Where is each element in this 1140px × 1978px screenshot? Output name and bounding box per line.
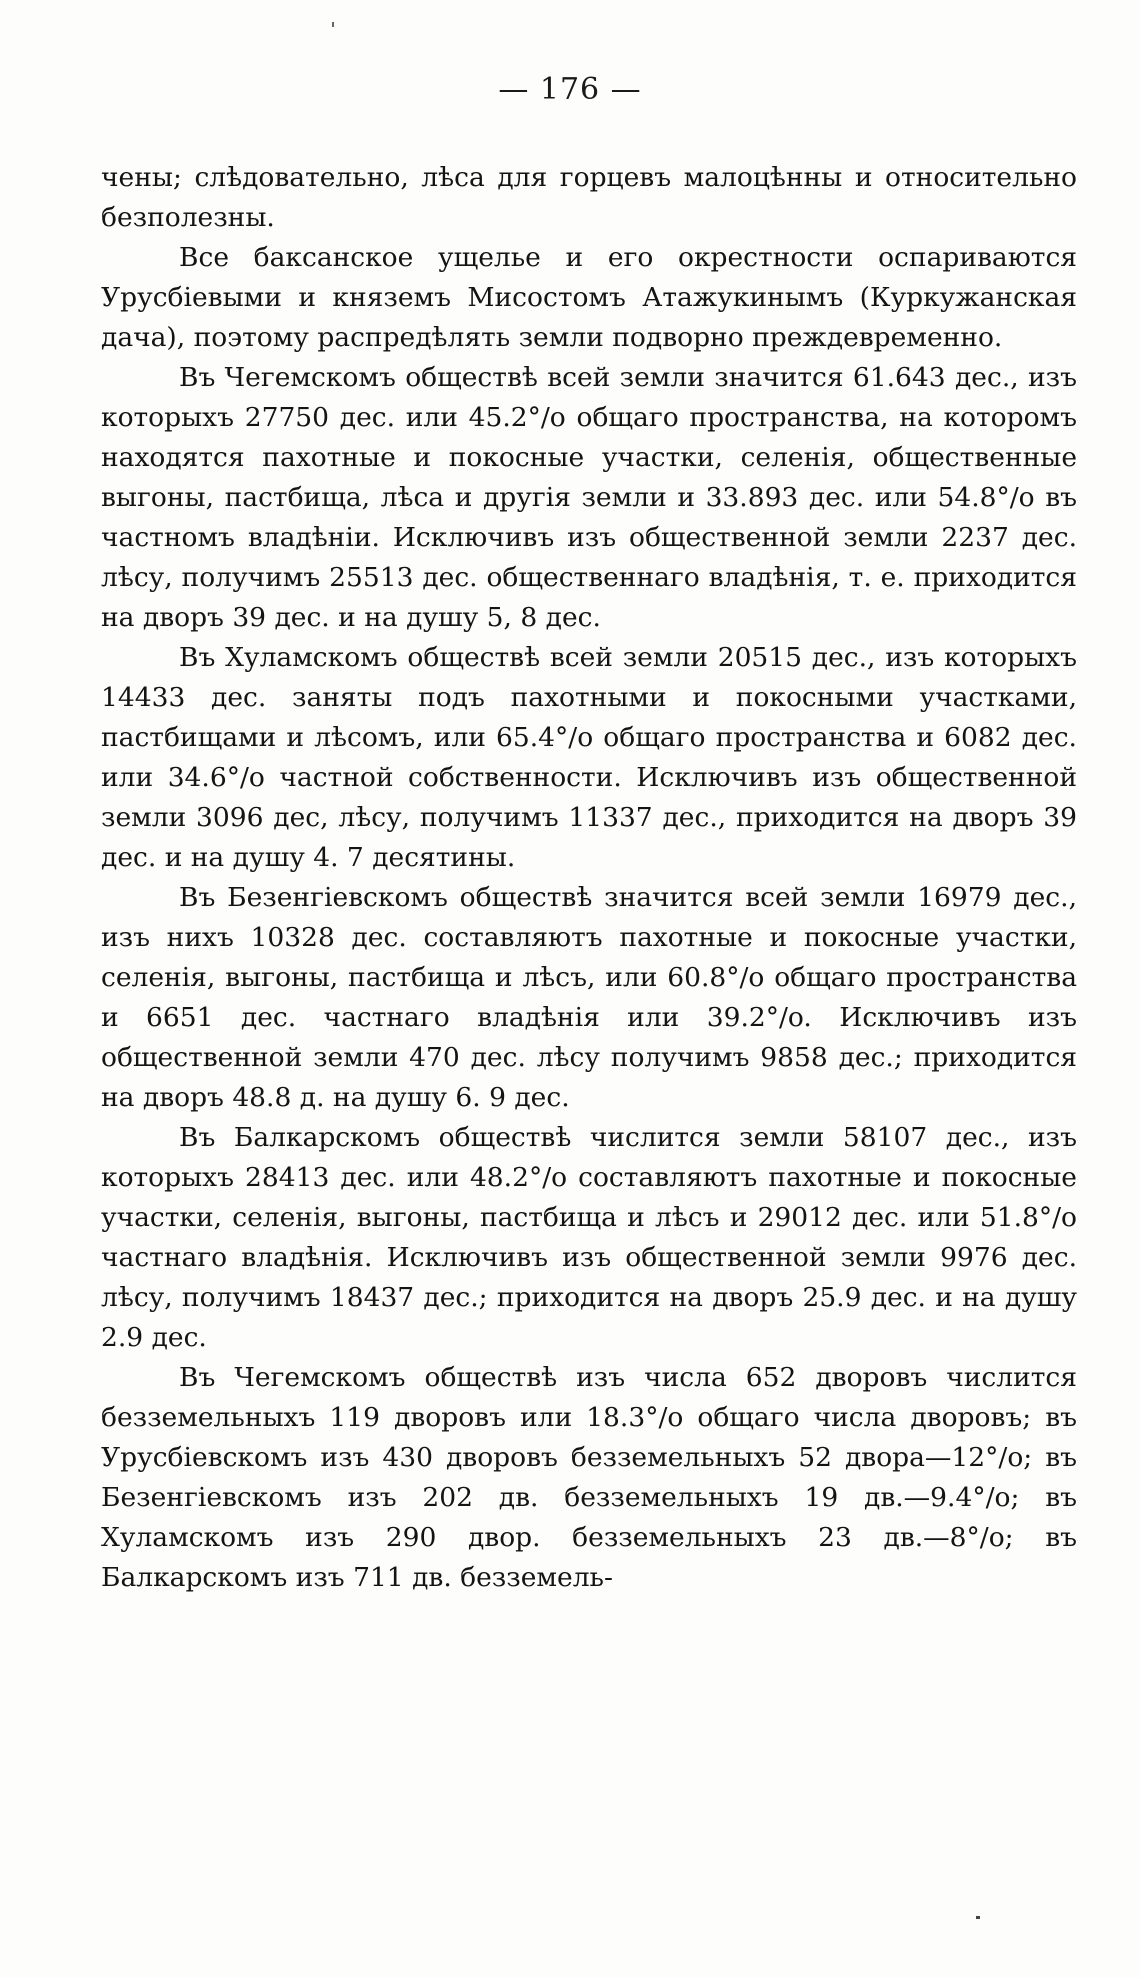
paragraph-bezengi-society: Въ Безенгіевскомъ обществѣ значится всей земли 16979 дес., изъ нихъ 10328 дес. составляютъ пахотные и покосные участки, селенія, выгоны, пастбища и лѣсъ, или 60.8°/o общаго пространства и 6651 дес. частнаго владѣнія или 39.2°/o. Исключивъ изъ общественной земли 470 дес. лѣсу получимъ 9858 дес.; приходится на дворъ 48.8 д. на душу 6. 9 дес. xyxy=(101,882,1077,1113)
paragraph-baksan-gorge: Все баксанское ущелье и его окрестности оспариваются Урусбіевыми и княземъ Мисостомъ Атажукинымъ (Куркужанская дача), поэтому распредѣлять земли подворно преждевременно. xyxy=(101,242,1077,353)
paragraph-landless-households: Въ Чегемскомъ обществѣ изъ числа 652 дворовъ числится безземельныхъ 119 дворовъ или 18.3°/o общаго числа дворовъ; въ Урусбіевскомъ изъ 430 дворовъ безземельныхъ 52 двора—12°/o; въ Безенгіевскомъ изъ 202 дв. безземельныхъ 19 дв.—9.4°/o; въ Хуламскомъ изъ 290 двор. безземельныхъ 23 дв.—8°/o; въ Балкарскомъ изъ 711 дв. безземель- xyxy=(101,1362,1077,1593)
page-number: — 176 — xyxy=(498,72,642,107)
text-body xyxy=(101,158,1077,1598)
scan-speck xyxy=(976,1916,980,1919)
paragraph-continuation: чены; слѣдовательно, лѣса для горцевъ малоцѣнны и относительно безполезны. xyxy=(101,162,1077,233)
paragraph-khulam-society: Въ Хуламскомъ обществѣ всей земли 20515 дес., изъ которыхъ 14433 дес. заняты подъ пахотными и покосными участками, пастбищами и лѣсомъ, или 65.4°/o общаго пространства и 6082 дес. или 34.6°/o частной собственности. Исключивъ изъ общественной земли 3096 дес, лѣсу, получимъ 11337 дес., приходится на дворъ 39 дес. и на душу 4. 7 десятины. xyxy=(101,642,1077,873)
scan-speck xyxy=(332,22,334,27)
paragraph-chegem-society: Въ Чегемскомъ обществѣ всей земли значится 61.643 дес., изъ которыхъ 27750 дес. или 45.2°/o общаго пространства, на которомъ находятся пахотные и покосные участки, селенія, общественные выгоны, пастбища, лѣса и другія земли и 33.893 дес. или 54.8°/o въ частномъ владѣніи. Исключивъ изъ общественной земли 2237 дес. лѣсу, получимъ 25513 дес. общественнаго владѣнія, т. е. приходится на дворъ 39 дес. и на душу 5, 8 дес. xyxy=(101,362,1077,633)
paragraph-balkar-society: Въ Балкарскомъ обществѣ числится земли 58107 дес., изъ которыхъ 28413 дес. или 48.2°/o составляютъ пахотные и покосные участки, селенія, выгоны, пастбища и лѣсъ и 29012 дес. или 51.8°/o частнаго владѣнія. Исключивъ изъ общественной земли 9976 дес. лѣсу, получимъ 18437 дес.; приходится на дворъ 25.9 дес. и на душу 2.9 дес. xyxy=(101,1122,1077,1353)
